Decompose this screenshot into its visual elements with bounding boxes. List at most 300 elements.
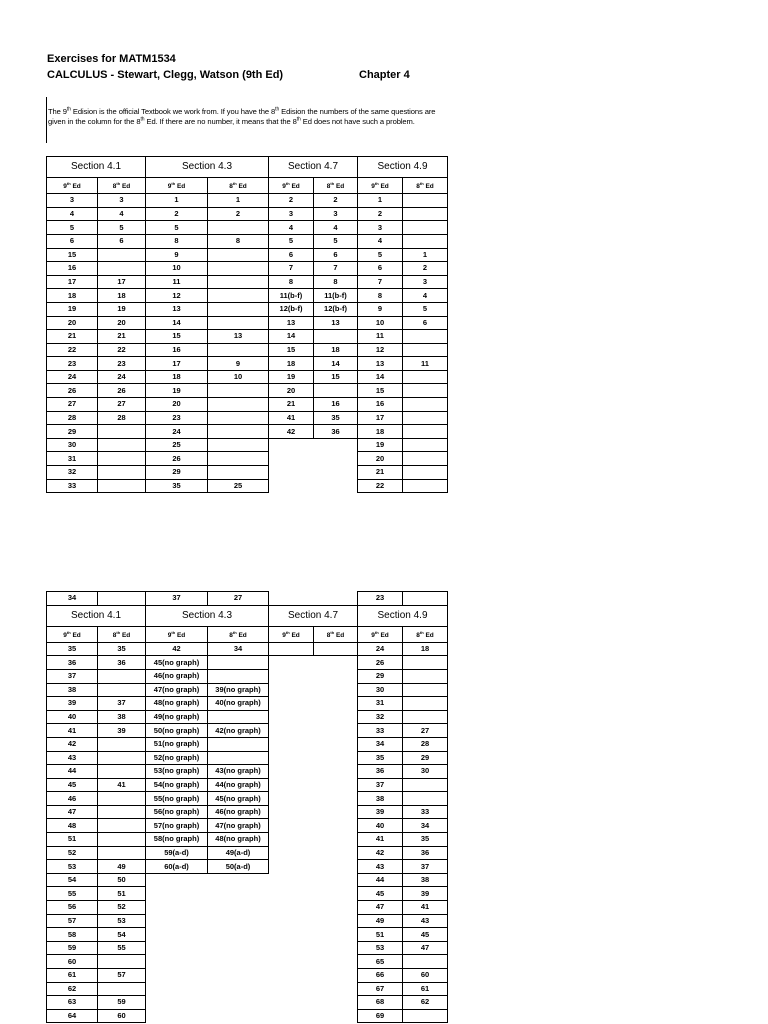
eighth-ed-cell: 50 xyxy=(98,873,146,887)
eighth-ed-cell: 6 xyxy=(314,248,358,262)
ninth-ed-cell: 52 xyxy=(47,846,98,860)
blank-cell xyxy=(314,941,358,955)
eighth-ed-cell: 37 xyxy=(98,697,146,711)
ninth-ed-cell: 23 xyxy=(47,357,98,371)
blank-cell xyxy=(208,982,269,996)
table-row xyxy=(47,941,448,955)
ninth-ed-cell: 22 xyxy=(358,479,403,493)
blank-cell xyxy=(269,860,314,874)
blank-cell xyxy=(208,914,269,928)
eighth-ed-cell xyxy=(98,262,146,276)
eighth-ed-cell: 61 xyxy=(403,982,448,996)
eighth-ed-cell xyxy=(98,833,146,847)
eighth-ed-cell xyxy=(98,819,146,833)
blank-cell xyxy=(269,996,314,1010)
ninth-ed-cell: 34 xyxy=(47,592,98,606)
eighth-ed-cell xyxy=(403,194,448,208)
ninth-ed-cell: 15 xyxy=(269,343,314,357)
blank-cell xyxy=(314,751,358,765)
ninth-ed-cell: 62 xyxy=(47,982,98,996)
ninth-ed-cell: 55 xyxy=(47,887,98,901)
ninth-ed-cell: 59 xyxy=(47,941,98,955)
eighth-ed-cell xyxy=(98,466,146,480)
eighth-ed-cell: 57 xyxy=(98,969,146,983)
blank-cell xyxy=(269,683,314,697)
eighth-ed-cell: 26 xyxy=(98,384,146,398)
eighth-ed-cell: 4 xyxy=(98,207,146,221)
ninth-ed-cell: 14 xyxy=(269,330,314,344)
table-row xyxy=(47,398,448,412)
blank-cell xyxy=(314,710,358,724)
section-header: Section 4.3 xyxy=(146,605,269,626)
blank-cell xyxy=(269,452,314,466)
ninth-ed-cell: 7 xyxy=(358,275,403,289)
eighth-ed-cell: 38 xyxy=(98,710,146,724)
eighth-ed-cell: 59 xyxy=(98,996,146,1010)
eighth-ed-cell: 47 xyxy=(403,941,448,955)
ninth-ed-cell: 20 xyxy=(358,452,403,466)
eighth-ed-cell xyxy=(403,1009,448,1023)
eighth-ed-cell: 5 xyxy=(98,221,146,235)
eighth-ed-cell: 25 xyxy=(208,479,269,493)
ninth-ed-cell: 2 xyxy=(146,207,208,221)
ninth-ed-cell: 29 xyxy=(358,669,403,683)
blank-cell xyxy=(269,1009,314,1023)
blank-cell xyxy=(146,982,208,996)
blank-cell xyxy=(269,805,314,819)
blank-cell xyxy=(314,805,358,819)
eighth-ed-cell xyxy=(208,248,269,262)
ninth-ed-cell: 24 xyxy=(146,425,208,439)
ninth-ed-cell: 30 xyxy=(47,438,98,452)
ninth-ed-cell: 20 xyxy=(47,316,98,330)
chapter-label: Chapter 4 xyxy=(359,69,410,81)
eighth-ed-cell: 4 xyxy=(314,221,358,235)
ninth-ed-cell: 29 xyxy=(47,425,98,439)
blank-cell xyxy=(269,710,314,724)
eighth-ed-cell: 11 xyxy=(403,357,448,371)
ninth-ed-cell: 57 xyxy=(47,914,98,928)
blank-cell xyxy=(269,982,314,996)
eighth-ed-cell xyxy=(208,384,269,398)
eighth-ed-cell xyxy=(314,330,358,344)
document-title: Exercises for MATM1534 xyxy=(47,53,176,65)
eighth-ed-cell: 10 xyxy=(208,370,269,384)
blank-cell xyxy=(146,955,208,969)
ninth-ed-cell: 40 xyxy=(47,710,98,724)
ninth-ed-cell: 60(a-d) xyxy=(146,860,208,874)
eighth-ed-cell xyxy=(98,683,146,697)
table-row xyxy=(47,928,448,942)
ninth-ed-cell: 9 xyxy=(358,302,403,316)
section-header-row xyxy=(47,605,448,626)
eighth-ed-cell: 13 xyxy=(208,330,269,344)
edition-header: 8th Ed xyxy=(98,626,146,642)
ninth-ed-cell: 38 xyxy=(358,792,403,806)
eighth-ed-cell: 28 xyxy=(98,411,146,425)
blank-cell xyxy=(208,887,269,901)
eighth-ed-cell xyxy=(208,398,269,412)
ninth-ed-cell: 36 xyxy=(47,656,98,670)
ninth-ed-cell: 46(no graph) xyxy=(146,669,208,683)
blank-cell xyxy=(314,1009,358,1023)
eighth-ed-cell: 8 xyxy=(314,275,358,289)
table-row xyxy=(47,833,448,847)
edition-header: 8th Ed xyxy=(98,178,146,194)
ninth-ed-cell: 51(no graph) xyxy=(146,737,208,751)
blank-cell xyxy=(314,479,358,493)
eighth-ed-cell: 34 xyxy=(208,642,269,656)
eighth-ed-cell: 37 xyxy=(403,860,448,874)
eighth-ed-cell xyxy=(208,466,269,480)
eighth-ed-cell: 12(b-f) xyxy=(314,302,358,316)
eighth-ed-cell xyxy=(208,452,269,466)
blank-cell xyxy=(314,901,358,915)
table-row xyxy=(47,955,448,969)
ninth-ed-cell: 42 xyxy=(269,425,314,439)
ninth-ed-cell: 16 xyxy=(47,262,98,276)
edition-header: 8th Ed xyxy=(208,626,269,642)
edition-header: 9th Ed xyxy=(47,626,98,642)
eighth-ed-cell xyxy=(403,683,448,697)
ninth-ed-cell: 60 xyxy=(47,955,98,969)
eighth-ed-cell: 27 xyxy=(98,398,146,412)
table-row xyxy=(47,765,448,779)
eighth-ed-cell xyxy=(208,221,269,235)
ninth-ed-cell: 45 xyxy=(47,778,98,792)
eighth-ed-cell: 36 xyxy=(98,656,146,670)
eighth-ed-cell xyxy=(403,234,448,248)
eighth-ed-cell: 38 xyxy=(403,873,448,887)
carryover-row xyxy=(47,592,448,606)
eighth-ed-cell: 17 xyxy=(98,275,146,289)
eighth-ed-cell xyxy=(403,669,448,683)
blank-cell xyxy=(146,928,208,942)
table-row xyxy=(47,234,448,248)
eighth-ed-cell: 41 xyxy=(98,778,146,792)
table-row xyxy=(47,969,448,983)
ninth-ed-cell: 48(no graph) xyxy=(146,697,208,711)
ninth-ed-cell: 33 xyxy=(358,724,403,738)
eighth-ed-cell: 27 xyxy=(208,592,269,606)
ninth-ed-cell: 26 xyxy=(47,384,98,398)
ninth-ed-cell: 53(no graph) xyxy=(146,765,208,779)
eighth-ed-cell: 5 xyxy=(314,234,358,248)
eighth-ed-cell xyxy=(403,207,448,221)
ninth-ed-cell: 17 xyxy=(358,411,403,425)
blank-cell xyxy=(208,955,269,969)
blank-cell xyxy=(269,778,314,792)
table-row xyxy=(47,982,448,996)
eighth-ed-cell: 39(no graph) xyxy=(208,683,269,697)
table-row xyxy=(47,466,448,480)
ninth-ed-cell: 4 xyxy=(269,221,314,235)
ninth-ed-cell: 3 xyxy=(47,194,98,208)
eighth-ed-cell xyxy=(208,438,269,452)
ninth-ed-cell: 18 xyxy=(146,370,208,384)
eighth-ed-cell xyxy=(208,710,269,724)
ninth-ed-cell: 45(no graph) xyxy=(146,656,208,670)
table-row xyxy=(47,887,448,901)
ninth-ed-cell: 49(no graph) xyxy=(146,710,208,724)
ninth-ed-cell: 8 xyxy=(146,234,208,248)
ninth-ed-cell: 15 xyxy=(146,330,208,344)
eighth-ed-cell: 50(a-d) xyxy=(208,860,269,874)
blank-cell xyxy=(146,941,208,955)
eighth-ed-cell: 1 xyxy=(208,194,269,208)
blank-cell xyxy=(314,928,358,942)
blank-cell xyxy=(269,697,314,711)
blank-cell xyxy=(314,860,358,874)
edition-header-row xyxy=(47,626,448,642)
eighth-ed-cell xyxy=(208,343,269,357)
blank-cell xyxy=(314,914,358,928)
eighth-ed-cell: 13 xyxy=(314,316,358,330)
ninth-ed-cell: 25 xyxy=(146,438,208,452)
ninth-ed-cell: 14 xyxy=(358,370,403,384)
eighth-ed-cell: 8 xyxy=(208,234,269,248)
ninth-ed-cell: 55(no graph) xyxy=(146,792,208,806)
ninth-ed-cell: 5 xyxy=(47,221,98,235)
eighth-ed-cell: 42(no graph) xyxy=(208,724,269,738)
section-header: Section 4.9 xyxy=(358,157,448,178)
ninth-ed-cell: 18 xyxy=(358,425,403,439)
eighth-ed-cell: 2 xyxy=(208,207,269,221)
ninth-ed-cell: 14 xyxy=(146,316,208,330)
ninth-ed-cell: 21 xyxy=(269,398,314,412)
eighth-ed-cell xyxy=(403,330,448,344)
eighth-ed-cell: 14 xyxy=(314,357,358,371)
blank-cell xyxy=(314,683,358,697)
ninth-ed-cell: 49 xyxy=(358,914,403,928)
eighth-ed-cell: 18 xyxy=(98,289,146,303)
ninth-ed-cell: 50(no graph) xyxy=(146,724,208,738)
table-row xyxy=(47,330,448,344)
blank-cell xyxy=(269,724,314,738)
eighth-ed-cell xyxy=(98,751,146,765)
eighth-ed-cell xyxy=(403,778,448,792)
eighth-ed-cell: 22 xyxy=(98,343,146,357)
section-header: Section 4.1 xyxy=(47,157,146,178)
ninth-ed-cell: 11 xyxy=(358,330,403,344)
eighth-ed-cell xyxy=(98,452,146,466)
ninth-ed-cell: 19 xyxy=(146,384,208,398)
eighth-ed-cell xyxy=(98,792,146,806)
eighth-ed-cell: 18 xyxy=(403,642,448,656)
eighth-ed-cell xyxy=(208,262,269,276)
ninth-ed-cell: 37 xyxy=(358,778,403,792)
eighth-ed-cell xyxy=(208,669,269,683)
blank-cell xyxy=(269,656,314,670)
eighth-ed-cell xyxy=(403,370,448,384)
ninth-ed-cell: 29 xyxy=(146,466,208,480)
blank-cell xyxy=(314,438,358,452)
ninth-ed-cell: 13 xyxy=(269,316,314,330)
eighth-ed-cell xyxy=(403,452,448,466)
edition-header: 8th Ed xyxy=(314,178,358,194)
edition-header: 9th Ed xyxy=(146,178,208,194)
ninth-ed-cell: 15 xyxy=(47,248,98,262)
eighth-ed-cell: 35 xyxy=(314,411,358,425)
ninth-ed-cell: 38 xyxy=(47,683,98,697)
ninth-ed-cell: 30 xyxy=(358,683,403,697)
ninth-ed-cell: 5 xyxy=(358,248,403,262)
table-row xyxy=(47,316,448,330)
blank-cell xyxy=(146,996,208,1010)
eighth-ed-cell xyxy=(208,411,269,425)
eighth-ed-cell: 51 xyxy=(98,887,146,901)
eighth-ed-cell xyxy=(403,343,448,357)
ninth-ed-cell: 45 xyxy=(358,887,403,901)
eighth-ed-cell: 6 xyxy=(98,234,146,248)
blank-cell xyxy=(314,887,358,901)
eighth-ed-cell: 24 xyxy=(98,370,146,384)
eighth-ed-cell xyxy=(98,805,146,819)
ninth-ed-cell: 1 xyxy=(146,194,208,208)
blank-cell xyxy=(269,955,314,969)
eighth-ed-cell: 23 xyxy=(98,357,146,371)
blank-cell xyxy=(208,969,269,983)
ninth-ed-cell: 17 xyxy=(47,275,98,289)
intro-paragraph: The 9th Edision is the official Textbook we work from. If you have the 8th Edision the numbers of the same questions are given in the column for the 8th Ed. If there are no number, it means that the 8th Ed does not have such a problem. xyxy=(48,106,436,127)
table-row xyxy=(47,207,448,221)
blank-cell xyxy=(314,466,358,480)
ninth-ed-cell: 47(no graph) xyxy=(146,683,208,697)
eighth-ed-cell xyxy=(98,846,146,860)
eighth-ed-cell xyxy=(403,710,448,724)
blank-cell xyxy=(269,819,314,833)
eighth-ed-cell: 47(no graph) xyxy=(208,819,269,833)
eighth-ed-cell: 48(no graph) xyxy=(208,833,269,847)
eighth-ed-cell: 40(no graph) xyxy=(208,697,269,711)
blank-cell xyxy=(269,941,314,955)
eighth-ed-cell: 3 xyxy=(98,194,146,208)
ninth-ed-cell: 32 xyxy=(47,466,98,480)
ninth-ed-cell: 10 xyxy=(358,316,403,330)
eighth-ed-cell: 33 xyxy=(403,805,448,819)
ninth-ed-cell: 11(b-f) xyxy=(269,289,314,303)
blank-cell xyxy=(314,669,358,683)
ninth-ed-cell: 42 xyxy=(47,737,98,751)
eighth-ed-cell: 7 xyxy=(314,262,358,276)
ninth-ed-cell: 18 xyxy=(47,289,98,303)
ninth-ed-cell: 10 xyxy=(146,262,208,276)
eighth-ed-cell xyxy=(98,479,146,493)
ninth-ed-cell: 11 xyxy=(146,275,208,289)
ninth-ed-cell: 26 xyxy=(146,452,208,466)
table-row xyxy=(47,302,448,316)
eighth-ed-cell xyxy=(98,737,146,751)
ninth-ed-cell: 19 xyxy=(358,438,403,452)
blank-cell xyxy=(314,452,358,466)
ninth-ed-cell: 53 xyxy=(47,860,98,874)
table-row xyxy=(47,669,448,683)
eighth-ed-cell: 6 xyxy=(403,316,448,330)
edition-header: 8th Ed xyxy=(314,626,358,642)
eighth-ed-cell xyxy=(403,398,448,412)
ninth-ed-cell: 23 xyxy=(358,592,403,606)
blank-cell xyxy=(208,941,269,955)
eighth-ed-cell xyxy=(208,656,269,670)
eighth-ed-cell: 44(no graph) xyxy=(208,778,269,792)
blank-cell xyxy=(146,901,208,915)
eighth-ed-cell xyxy=(98,765,146,779)
ninth-ed-cell: 13 xyxy=(358,357,403,371)
ninth-ed-cell: 20 xyxy=(146,398,208,412)
ninth-ed-cell: 57(no graph) xyxy=(146,819,208,833)
table-row xyxy=(47,751,448,765)
blank-cell xyxy=(314,778,358,792)
ninth-ed-cell: 61 xyxy=(47,969,98,983)
edition-header: 9th Ed xyxy=(47,178,98,194)
eighth-ed-cell: 2 xyxy=(403,262,448,276)
ninth-ed-cell: 32 xyxy=(358,710,403,724)
ninth-ed-cell: 44 xyxy=(47,765,98,779)
ninth-ed-cell: 16 xyxy=(146,343,208,357)
blank-cell xyxy=(269,846,314,860)
edition-header: 9th Ed xyxy=(358,626,403,642)
eighth-ed-cell: 34 xyxy=(403,819,448,833)
ninth-ed-cell: 68 xyxy=(358,996,403,1010)
ninth-ed-cell: 56(no graph) xyxy=(146,805,208,819)
eighth-ed-cell: 54 xyxy=(98,928,146,942)
blank-cell xyxy=(314,724,358,738)
edition-header: 8th Ed xyxy=(208,178,269,194)
table-row xyxy=(47,452,448,466)
eighth-ed-cell xyxy=(98,982,146,996)
blank-cell xyxy=(269,873,314,887)
eighth-ed-cell xyxy=(403,466,448,480)
ninth-ed-cell: 12 xyxy=(358,343,403,357)
ninth-ed-cell: 41 xyxy=(47,724,98,738)
blank-cell xyxy=(314,846,358,860)
eighth-ed-cell: 45 xyxy=(403,928,448,942)
blank-cell xyxy=(269,438,314,452)
table-row xyxy=(47,479,448,493)
table-row xyxy=(47,370,448,384)
eighth-ed-cell xyxy=(403,697,448,711)
eighth-ed-cell: 35 xyxy=(98,642,146,656)
exercise-table-part-1 xyxy=(46,156,448,493)
ninth-ed-cell: 24 xyxy=(47,370,98,384)
ninth-ed-cell xyxy=(269,642,314,656)
eighth-ed-cell xyxy=(314,642,358,656)
table-row xyxy=(47,805,448,819)
ninth-ed-cell: 69 xyxy=(358,1009,403,1023)
ninth-ed-cell: 39 xyxy=(358,805,403,819)
eighth-ed-cell: 15 xyxy=(314,370,358,384)
table-row xyxy=(47,275,448,289)
eighth-ed-cell: 36 xyxy=(314,425,358,439)
table-row xyxy=(47,262,448,276)
eighth-ed-cell xyxy=(98,669,146,683)
eighth-ed-cell xyxy=(208,316,269,330)
eighth-ed-cell: 27 xyxy=(403,724,448,738)
ninth-ed-cell: 44 xyxy=(358,873,403,887)
ninth-ed-cell: 15 xyxy=(358,384,403,398)
ninth-ed-cell: 22 xyxy=(47,343,98,357)
ninth-ed-cell: 47 xyxy=(358,901,403,915)
eighth-ed-cell: 55 xyxy=(98,941,146,955)
ninth-ed-cell: 53 xyxy=(358,941,403,955)
blank-cell xyxy=(314,833,358,847)
edition-header: 9th Ed xyxy=(146,626,208,642)
eighth-ed-cell xyxy=(208,737,269,751)
ninth-ed-cell: 7 xyxy=(269,262,314,276)
ninth-ed-cell: 56 xyxy=(47,901,98,915)
eighth-ed-cell: 49(a-d) xyxy=(208,846,269,860)
ninth-ed-cell: 37 xyxy=(146,592,208,606)
